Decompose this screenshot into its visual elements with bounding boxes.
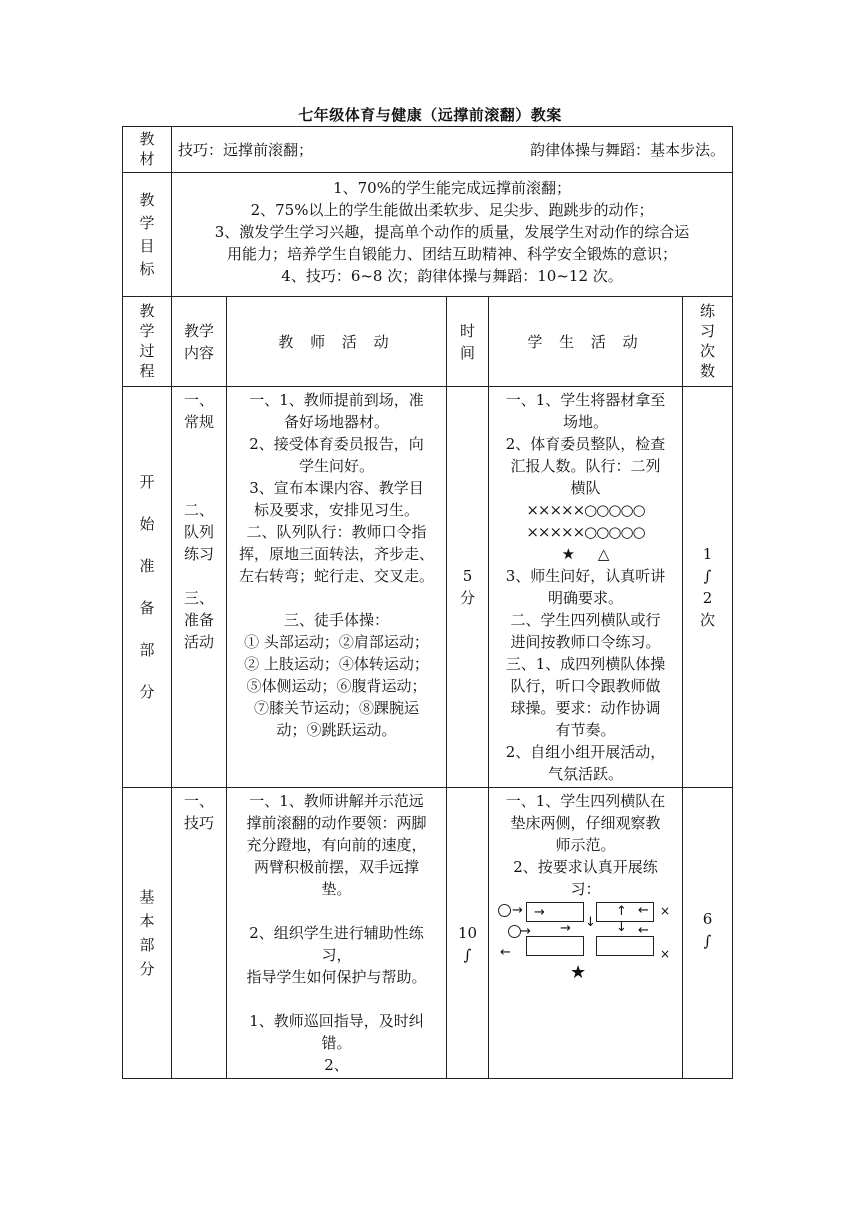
- start-teacher-line: 标及要求，安排见习生。: [253, 501, 419, 519]
- arrow-left-icon: ←: [638, 903, 649, 918]
- header-process: 教学过程: [139, 302, 155, 380]
- start-content-2: 二、队列练习: [183, 501, 214, 563]
- start-content-1: 一、常规: [183, 391, 214, 431]
- goal-line-3: 3、激发学生学习兴趣，提高单个动作的质量，发展学生对动作的综合运: [214, 223, 690, 241]
- basic-teacher-line: 充分蹬地，有向前的速度，: [246, 836, 427, 854]
- start-student-line: 进间按教师口令练习。: [510, 633, 661, 651]
- basic-label: 基本部分: [139, 888, 155, 978]
- goals-content-cell: [172, 173, 733, 297]
- header-student-cell: [489, 297, 683, 387]
- header-teacher: 教 师 活 动: [278, 332, 395, 351]
- start-student-line: 气氛活跃。: [547, 765, 623, 783]
- start-student-cell: [489, 387, 683, 788]
- formation-row-2: ×××××○○○○○: [526, 523, 645, 541]
- goal-line-2: 2、75%以上的学生能做出柔软步、足尖步、跑跳步的动作；: [250, 201, 654, 219]
- formation-row-1: ×××××○○○○○: [526, 501, 645, 519]
- start-teacher-line: 左右转弯；蛇行走、交叉走。: [238, 567, 434, 585]
- start-content-cell: [172, 387, 227, 788]
- header-time-cell: [447, 297, 489, 387]
- arrow-left-icon: ←: [500, 945, 511, 960]
- start-teacher-line: ① 头部运动；②肩部运动；: [244, 633, 429, 651]
- basic-teacher-line: 两臂积极前摆，双手远撑: [253, 858, 419, 876]
- basic-content-cell: [172, 788, 227, 1079]
- header-time: 时间: [459, 321, 475, 362]
- start-student-line: 三、1、成四列横队体操: [505, 655, 666, 673]
- arrow-down-icon: ↓: [585, 915, 596, 930]
- material-dance: 韵律体操与舞蹈：基本步法。: [530, 140, 726, 159]
- goal-line-4: 用能力；培养学生自锻能力、团结互助精神、科学安全锻炼的意识；: [227, 245, 678, 263]
- material-label: 教材: [139, 130, 155, 168]
- goal-line-1: 1、70%的学生能完成远撑前滚翻；: [333, 179, 571, 197]
- practice-diagram: [498, 902, 671, 983]
- arrow-right-icon: →: [560, 921, 571, 936]
- start-student-line: 一、1、学生将器材拿至: [505, 391, 666, 409]
- basic-student-line: 一、1、学生四列横队在: [505, 792, 666, 810]
- start-teacher-line: 3、宣布本课内容、教学目: [249, 479, 424, 497]
- start-student-line: 球操。要求：动作协调: [510, 699, 661, 717]
- start-student-line: 二、学生四列横队或行: [510, 611, 661, 629]
- start-time-unit: 分: [459, 589, 475, 607]
- start-teacher-line: 挥，原地三面转法，齐步走、: [238, 545, 434, 563]
- basic-teacher-line: 2、: [324, 1056, 349, 1074]
- basic-time-value: 10: [457, 924, 478, 942]
- start-count-cell: [683, 387, 733, 788]
- arrow-up-icon: ↑: [616, 904, 627, 919]
- start-student-line: 明确要求。: [547, 589, 623, 607]
- start-student-line: 场地。: [562, 413, 608, 431]
- header-content-cell: [172, 297, 227, 387]
- basic-time-cell: [447, 788, 489, 1079]
- basic-label-cell: [123, 788, 172, 1079]
- basic-student-line: 师示范。: [555, 836, 616, 854]
- start-teacher-line: 2、接受体育委员报告，向: [249, 435, 424, 453]
- start-count-sep: ∫: [703, 567, 712, 585]
- header-teacher-cell: [227, 297, 447, 387]
- start-teacher-line: ⑦膝关节运动；⑧踝腕运: [253, 699, 419, 717]
- start-student-line: 2、自组小组开展活动，: [505, 743, 666, 761]
- start-time-cell: [447, 387, 489, 788]
- mat-box: [596, 936, 654, 956]
- start-label: 开始准备部分: [139, 473, 155, 701]
- cross-marker: ×: [660, 947, 671, 961]
- start-teacher-line: 备好场地器材。: [283, 413, 389, 431]
- lesson-plan-table: [122, 126, 733, 1079]
- basic-student-line: 垫床两侧，仔细观察教: [510, 814, 661, 832]
- start-content-3: 三、准备活动: [183, 589, 214, 651]
- start-student-line: 汇报人数。队行：二列: [510, 457, 661, 475]
- material-skill: 技巧：远撑前滚翻；: [178, 140, 314, 159]
- basic-time-sep: ∫: [463, 946, 472, 964]
- start-student-line: 2、体育委员整队，检查: [505, 435, 666, 453]
- goals-label: 教学目标: [139, 190, 155, 278]
- start-count-min: 1: [702, 545, 713, 563]
- start-teacher-line: ② 上肢运动；④体转运动；: [244, 655, 429, 673]
- cross-marker: ×: [660, 904, 671, 918]
- start-teacher-line: 三、徒手体操：: [283, 611, 389, 629]
- material-content-cell: [172, 127, 733, 173]
- page-title: 七年级体育与健康（远撑前滚翻）教案: [298, 106, 562, 124]
- basic-content-number: 一、: [183, 792, 214, 810]
- basic-teacher-cell: [227, 788, 447, 1079]
- start-student-line: 队行，听口令跟教师做: [510, 677, 661, 695]
- basic-teacher-line: 错。: [321, 1034, 352, 1052]
- arrow-right-icon: →: [520, 924, 531, 939]
- start-teacher-line: 一、1、教师提前到场，准: [249, 391, 424, 409]
- arrow-right-icon: →: [534, 905, 545, 920]
- basic-teacher-line: 垫。: [321, 880, 352, 898]
- goals-label-cell: [123, 173, 172, 297]
- circle-icon: [498, 904, 511, 917]
- start-label-cell: [123, 387, 172, 788]
- basic-count-value: 6: [702, 910, 713, 928]
- header-content: 教学内容: [183, 321, 214, 362]
- start-count-max: 2: [702, 589, 713, 607]
- start-teacher-line: 二、队列队行：教师口令指: [246, 523, 427, 541]
- arrow-down-icon: ↓: [616, 920, 627, 935]
- star-icon: ★: [570, 962, 587, 983]
- material-label-cell: [123, 127, 172, 173]
- start-time-value: 5: [462, 567, 473, 585]
- start-teacher-line: 动；⑨跳跃运动。: [276, 721, 397, 739]
- basic-student-line: 2、按要求认真开展练: [513, 858, 658, 876]
- basic-teacher-line: 一、1、教师讲解并示范远: [249, 792, 424, 810]
- arrow-left-icon: ←: [638, 923, 649, 938]
- start-student-line: 横队: [570, 479, 601, 497]
- basic-count-sep: ∫: [703, 932, 712, 950]
- start-student-line: 有节奏。: [555, 721, 616, 739]
- header-count-cell: [683, 297, 733, 387]
- basic-teacher-line: 指导学生如何保护与帮助。: [246, 968, 427, 986]
- start-teacher-line: ⑤体侧运动；⑥腹背运动；: [246, 677, 427, 695]
- start-student-line: 3、师生问好，认真听讲: [505, 567, 666, 585]
- start-teacher-cell: [227, 387, 447, 788]
- arrow-right-icon: →: [512, 903, 523, 918]
- header-count: 练习次数: [700, 302, 716, 380]
- start-count-unit: 次: [700, 611, 716, 629]
- basic-teacher-line: 1、教师巡回指导，及时纠: [249, 1012, 424, 1030]
- basic-count-cell: [683, 788, 733, 1079]
- header-student: 学 生 活 动: [527, 332, 644, 351]
- basic-student-line: 习：: [570, 880, 601, 898]
- goal-line-5: 4、技巧：6~8 次；韵律体操与舞蹈：10~12 次。: [281, 267, 623, 285]
- header-process-cell: [123, 297, 172, 387]
- basic-content-name: 技巧: [183, 814, 214, 832]
- basic-teacher-line: 2、组织学生进行辅助性练: [249, 924, 424, 942]
- basic-teacher-line: 撑前滚翻的动作要领：两脚: [246, 814, 427, 832]
- start-teacher-line: 学生问好。: [298, 457, 374, 475]
- basic-student-cell: [489, 788, 683, 1079]
- formation-teacher-markers: ★ △: [561, 545, 610, 563]
- mat-box: [526, 936, 584, 956]
- basic-teacher-line: 习，: [321, 946, 352, 964]
